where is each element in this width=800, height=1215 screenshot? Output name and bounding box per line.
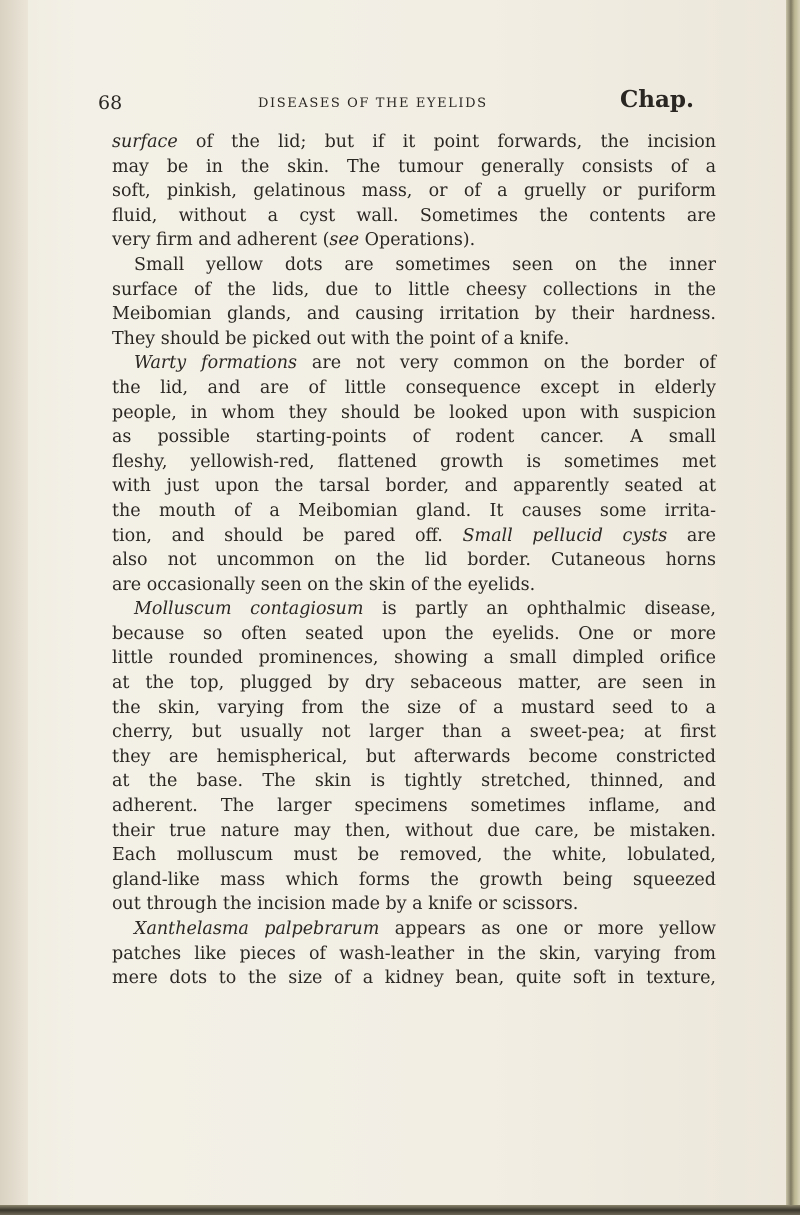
text-segment: surface of the lids, due to little cheesy collections in the bbox=[112, 279, 716, 300]
text-segment: of the lid; but if it point forwards, the incision bbox=[177, 132, 716, 152]
text-line bbox=[112, 450, 716, 475]
text-line bbox=[112, 892, 716, 917]
text-segment: people, in whom they should be looked upon with suspicion bbox=[112, 402, 716, 423]
page-number: 68 bbox=[98, 92, 123, 114]
text-line bbox=[112, 278, 716, 303]
text-segment: because so often seated upon the eyelids. One or more bbox=[112, 623, 716, 644]
text-line bbox=[112, 819, 716, 844]
text-segment: appears as one or more yellow bbox=[379, 919, 716, 939]
text-segment: very firm and adherent ( bbox=[112, 230, 330, 251]
text-line bbox=[112, 868, 716, 893]
text-line bbox=[112, 130, 716, 155]
text-line bbox=[112, 745, 716, 770]
text-segment: adherent. The larger specimens sometimes inflame, and bbox=[112, 796, 716, 817]
text-line bbox=[112, 253, 716, 278]
text-line bbox=[112, 351, 716, 376]
text-line bbox=[112, 794, 716, 819]
text-line bbox=[112, 474, 716, 499]
text-segment: mere dots to the size of a kidney bean, quite soft in texture, bbox=[112, 968, 716, 989]
text-segment: at the base. The skin is tightly stretched, thinned, and bbox=[112, 771, 716, 792]
italic-term: Xanthelasma palpebrarum bbox=[134, 919, 380, 939]
running-header bbox=[98, 86, 694, 120]
text-segment: little rounded prominences, showing a small dimpled orifice bbox=[112, 648, 716, 669]
text-line bbox=[112, 720, 716, 745]
text-segment: with just upon the tarsal border, and apparently seated at bbox=[112, 476, 716, 497]
text-line bbox=[112, 179, 716, 204]
text-segment: are occasionally seen on the skin of the eyelids. bbox=[112, 574, 536, 595]
text-line bbox=[112, 597, 716, 622]
text-line bbox=[112, 671, 716, 696]
text-line bbox=[112, 942, 716, 967]
text-line bbox=[112, 622, 716, 647]
text-line bbox=[112, 327, 716, 352]
text-line bbox=[112, 966, 716, 991]
text-segment: is partly an ophthalmic disease, bbox=[363, 599, 716, 620]
text-segment: the skin, varying from the size of a mustard seed to a bbox=[112, 697, 716, 718]
text-segment: they are hemispherical, but afterwards become constricted bbox=[112, 746, 716, 767]
chapter-label: Chap. bbox=[619, 86, 694, 113]
text-segment: soft, pinkish, gelatinous mass, or of a gruelly or puriform bbox=[112, 181, 716, 202]
text-segment: fluid, without a cyst wall. Sometimes the contents are bbox=[112, 205, 716, 226]
text-segment: patches like pieces of wash-leather in the skin, varying from bbox=[112, 943, 716, 964]
text-segment: cherry, but usually not larger than a sweet-pea; at first bbox=[112, 722, 716, 743]
text-line bbox=[112, 155, 716, 180]
text-line bbox=[112, 524, 716, 549]
text-segment: are not very common on the border of bbox=[296, 353, 716, 374]
italic-term: Molluscum contagiosum bbox=[134, 599, 364, 620]
body-text bbox=[112, 130, 716, 991]
text-line bbox=[112, 302, 716, 327]
text-segment: may be in the skin. The tumour generally consists of a bbox=[112, 156, 716, 177]
text-line bbox=[112, 843, 716, 868]
text-line bbox=[112, 204, 716, 229]
text-line bbox=[112, 499, 716, 524]
page-edge-binding bbox=[786, 0, 800, 1215]
text-segment: Operations). bbox=[359, 230, 476, 251]
text-segment: Small yellow dots are sometimes seen on the inner bbox=[134, 254, 716, 275]
text-segment: out through the incision made by a knife or scissors. bbox=[112, 894, 579, 915]
text-line bbox=[112, 376, 716, 401]
text-line bbox=[112, 769, 716, 794]
text-line bbox=[112, 696, 716, 721]
text-segment: as possible starting-points of rodent cancer. A small bbox=[112, 427, 716, 448]
text-segment: the lid, and are of little consequence except in elderly bbox=[112, 377, 716, 398]
text-line bbox=[112, 548, 716, 573]
italic-term: Small pellucid cysts bbox=[462, 525, 668, 546]
text-line bbox=[112, 228, 716, 253]
text-segment: Each molluscum must be removed, the white, lobulated, bbox=[112, 845, 716, 866]
text-line bbox=[112, 646, 716, 671]
text-segment: They should be picked out with the point of a knife. bbox=[112, 328, 570, 349]
italic-term: surface bbox=[112, 132, 178, 152]
text-segment: tion, and should be pared off. bbox=[112, 525, 463, 546]
text-segment: the mouth of a Meibomian gland. It causes some irrita- bbox=[112, 500, 716, 521]
text-line bbox=[112, 573, 716, 598]
text-segment: also not uncommon on the lid border. Cutaneous horns bbox=[112, 550, 716, 571]
italic-term: see bbox=[329, 230, 360, 251]
text-segment: gland-like mass which forms the growth being squeezed bbox=[112, 869, 716, 890]
running-title: DISEASES OF THE EYELIDS bbox=[258, 96, 488, 111]
text-segment: their true nature may then, without due care, be mistaken. bbox=[112, 820, 716, 841]
text-line bbox=[112, 401, 716, 426]
text-segment: Meibomian glands, and causing irritation by their hardness. bbox=[112, 304, 716, 325]
text-segment: fleshy, yellowish-red, flattened growth is sometimes met bbox=[112, 451, 716, 472]
text-line bbox=[112, 917, 716, 942]
text-segment: at the top, plugged by dry sebaceous matter, are seen in bbox=[112, 673, 716, 694]
page-bottom-edge bbox=[0, 1205, 800, 1215]
page-gutter-shadow bbox=[0, 0, 28, 1215]
italic-term: Warty formations bbox=[134, 353, 297, 374]
text-line bbox=[112, 425, 716, 450]
text-segment: are bbox=[667, 525, 717, 546]
